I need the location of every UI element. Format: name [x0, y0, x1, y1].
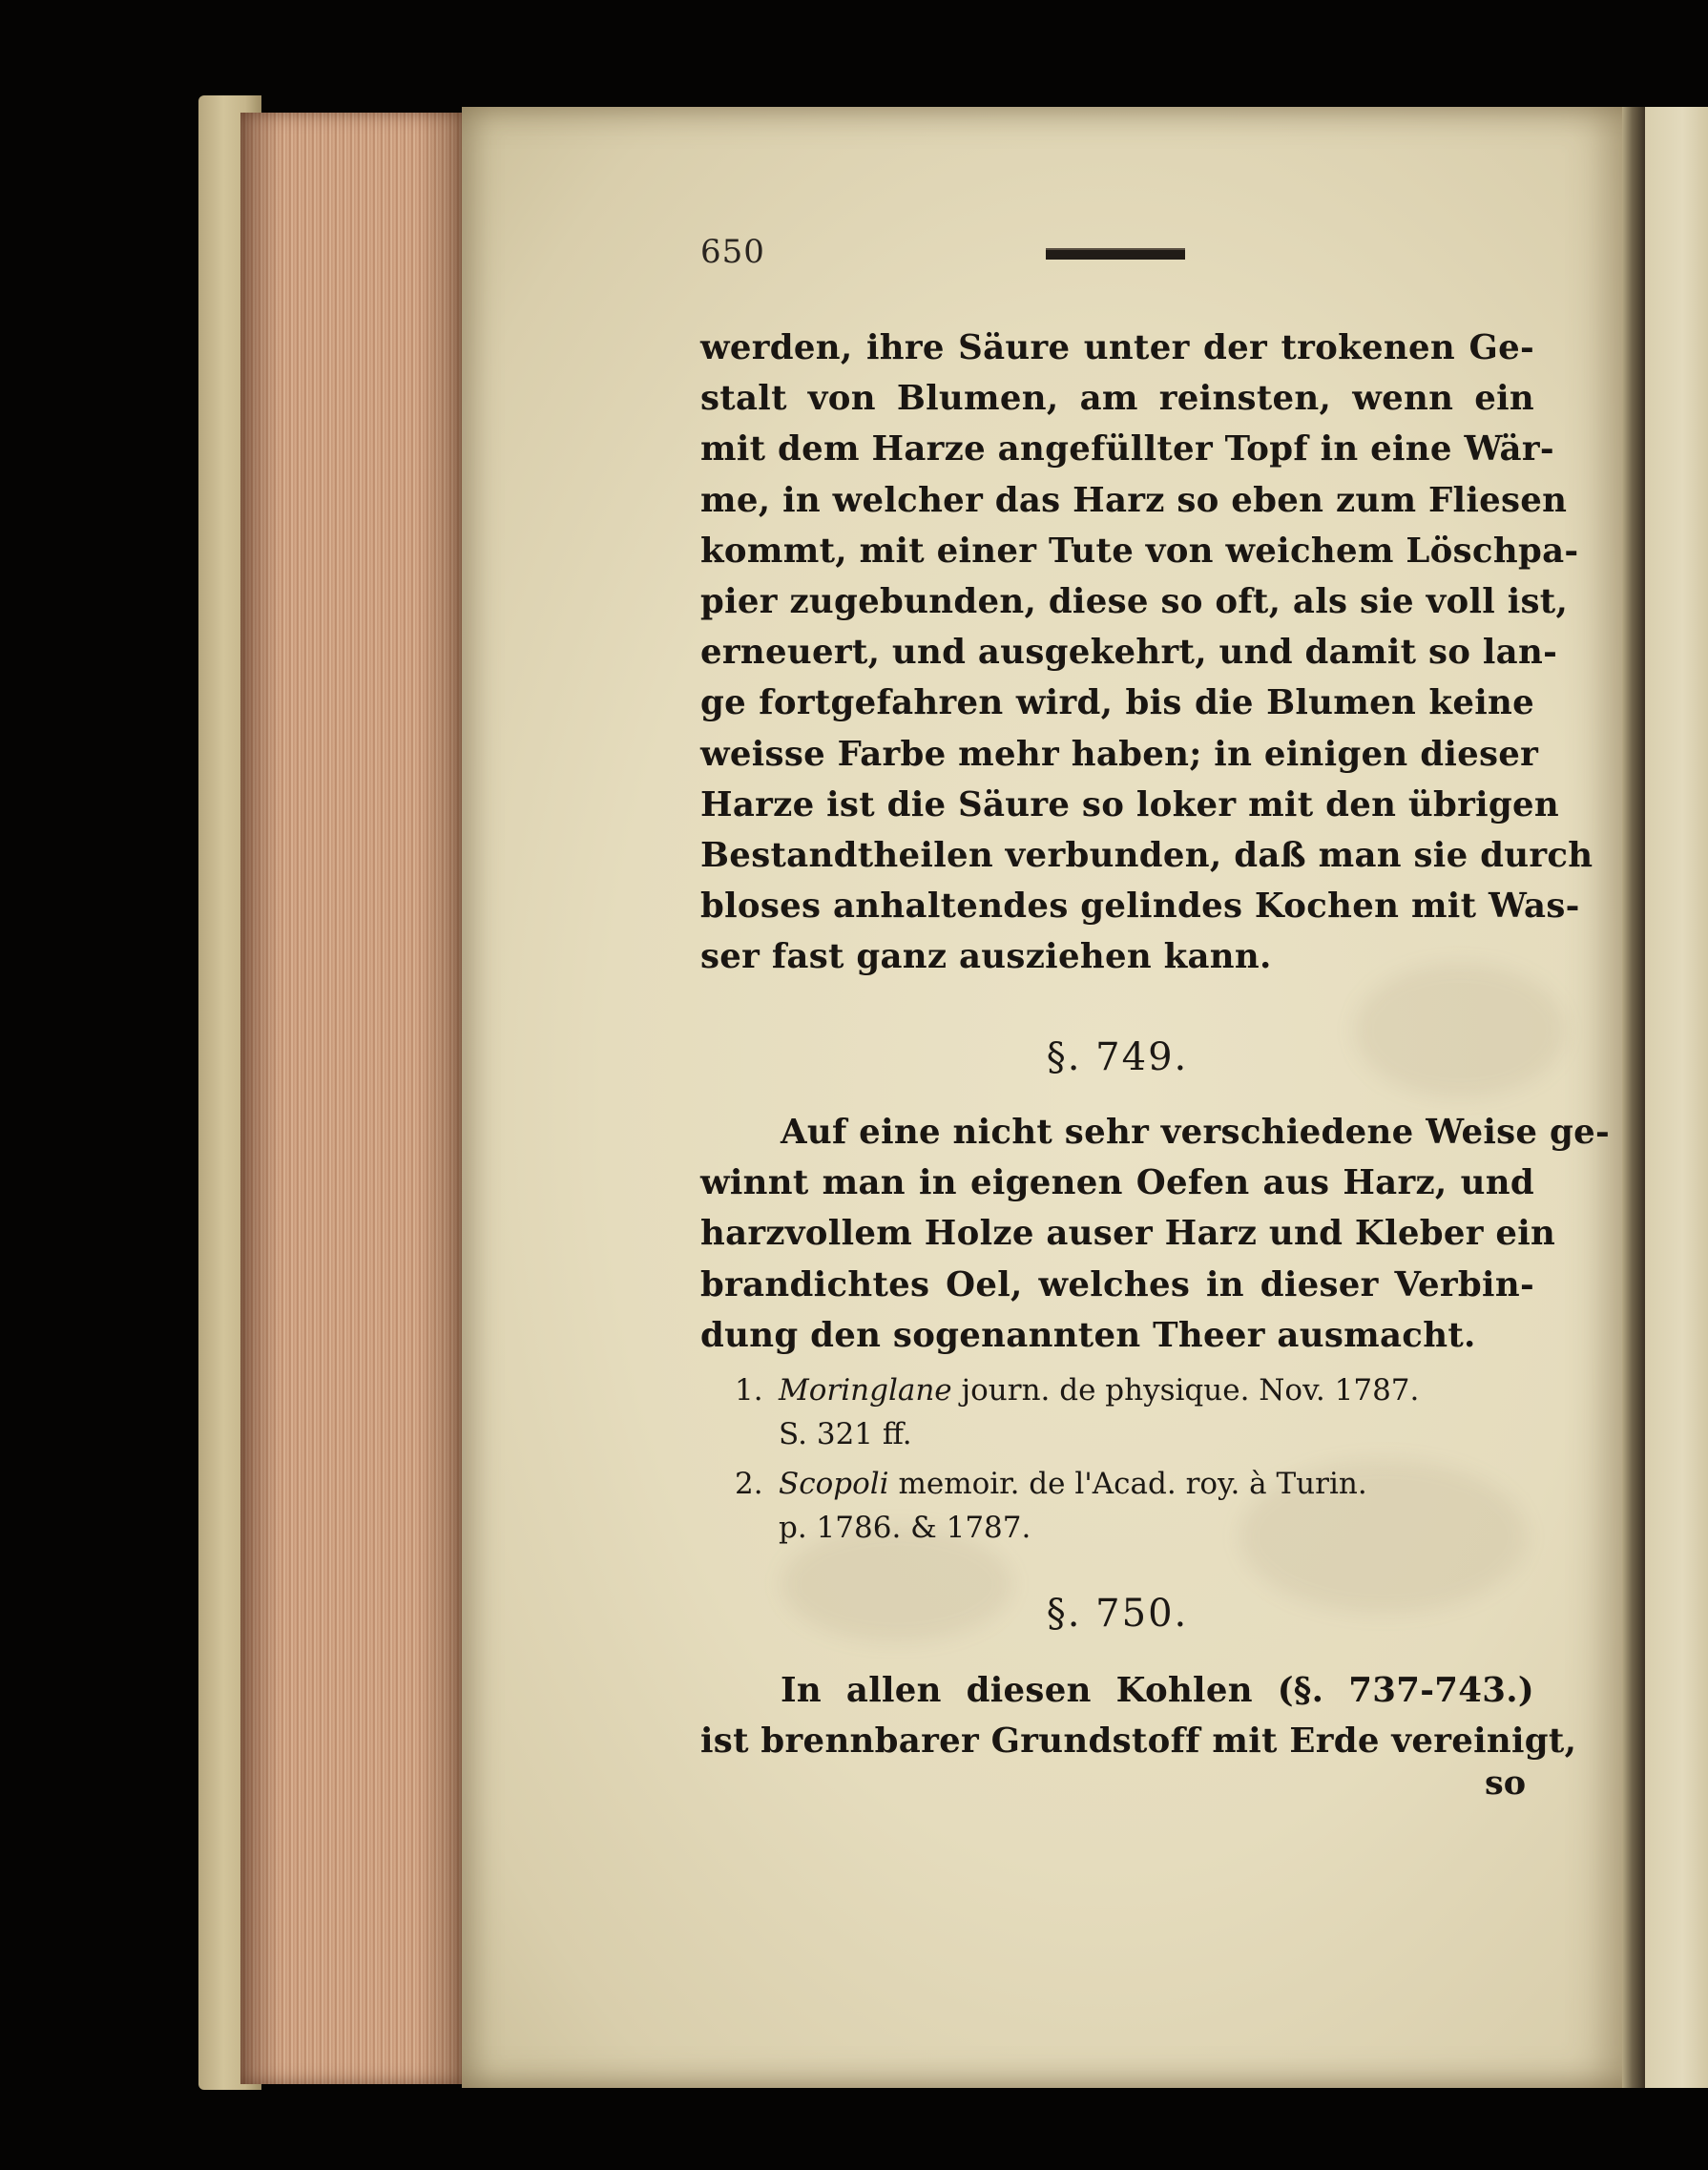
text-line: brandichtes Oel, welches in dieser Verbin- [700, 1264, 1534, 1304]
text-line: ist brennbarer Grundstoff mit Erde vereinigt, [700, 1721, 1577, 1762]
section-heading-750: §. 750. [1046, 1592, 1189, 1636]
text-line: stalt von Blumen, am reinsten, wenn ein [700, 379, 1534, 419]
facing-page-edge [1645, 107, 1708, 2088]
paragraph-continued [700, 323, 1593, 983]
text-line: erneuert, und ausgekehrt, und damit so lan- [700, 633, 1558, 673]
page-fore-edge-shade [240, 113, 462, 2084]
text-line: ge fortgefahren wird, bis die Blumen keine [700, 683, 1534, 723]
paragraph-750 [700, 1665, 1577, 1766]
paragraph-749 [700, 1107, 1611, 1361]
text-line: Auf eine nicht sehr verschiedene Weise ge- [781, 1113, 1611, 1152]
footnote-continuation: S. 321 ff. [779, 1417, 912, 1451]
text-line: bloses anhaltendes gelindes Kochen mit Was- [700, 887, 1580, 927]
footnote-number: 2. [735, 1467, 763, 1501]
footnote [735, 1368, 1544, 1456]
footnote-author: Scopoli [779, 1467, 889, 1501]
text-line: mit dem Harze angefüllter Topf in eine Wär- [700, 429, 1554, 469]
text-line: weisse Farbe mehr haben; in einigen dieser [700, 734, 1539, 774]
section-heading-749: §. 749. [1046, 1035, 1189, 1079]
book-gutter [1622, 107, 1645, 2088]
catchword: so [1485, 1763, 1527, 1803]
text-line: Harze ist die Säure so loker mit den übrigen [700, 784, 1559, 824]
text-line: kommt, mit einer Tute von weichem Löschpa- [700, 531, 1579, 571]
footnote [735, 1462, 1544, 1550]
header-rule [1046, 248, 1185, 260]
text-line: dung den sogenannten Theer ausmacht. [700, 1315, 1476, 1355]
footnote-text: memoir. de l'Acad. roy. à Turin. [888, 1467, 1367, 1501]
text-line: harzvollem Holze auser Harz und Kleber ein [700, 1214, 1556, 1254]
text-line: me, in welcher das Harz so eben zum Fliesen [700, 480, 1568, 520]
text-line: ser fast ganz ausziehen kann. [700, 937, 1272, 977]
page-header [700, 229, 1197, 286]
text-line: Bestandtheilen verbunden, daß man sie durch [700, 836, 1593, 876]
text-line: winnt man in eigenen Oefen aus Harz, und [700, 1163, 1534, 1203]
footnotes [735, 1368, 1544, 1555]
footnote-text: journ. de physique. Nov. 1787. [951, 1373, 1420, 1408]
text-line: werden, ihre Säure unter der trokenen Ge- [700, 328, 1534, 367]
text-line: pier zugebunden, diese so oft, als sie voll ist, [700, 582, 1569, 622]
text-line: In allen diesen Kohlen (§. 737-743.) [781, 1671, 1534, 1710]
footnote-number: 1. [735, 1373, 763, 1408]
page-number: 650 [700, 233, 765, 271]
footnote-continuation: p. 1786. & 1787. [779, 1511, 1031, 1545]
footnote-author: Moringlane [779, 1373, 952, 1408]
